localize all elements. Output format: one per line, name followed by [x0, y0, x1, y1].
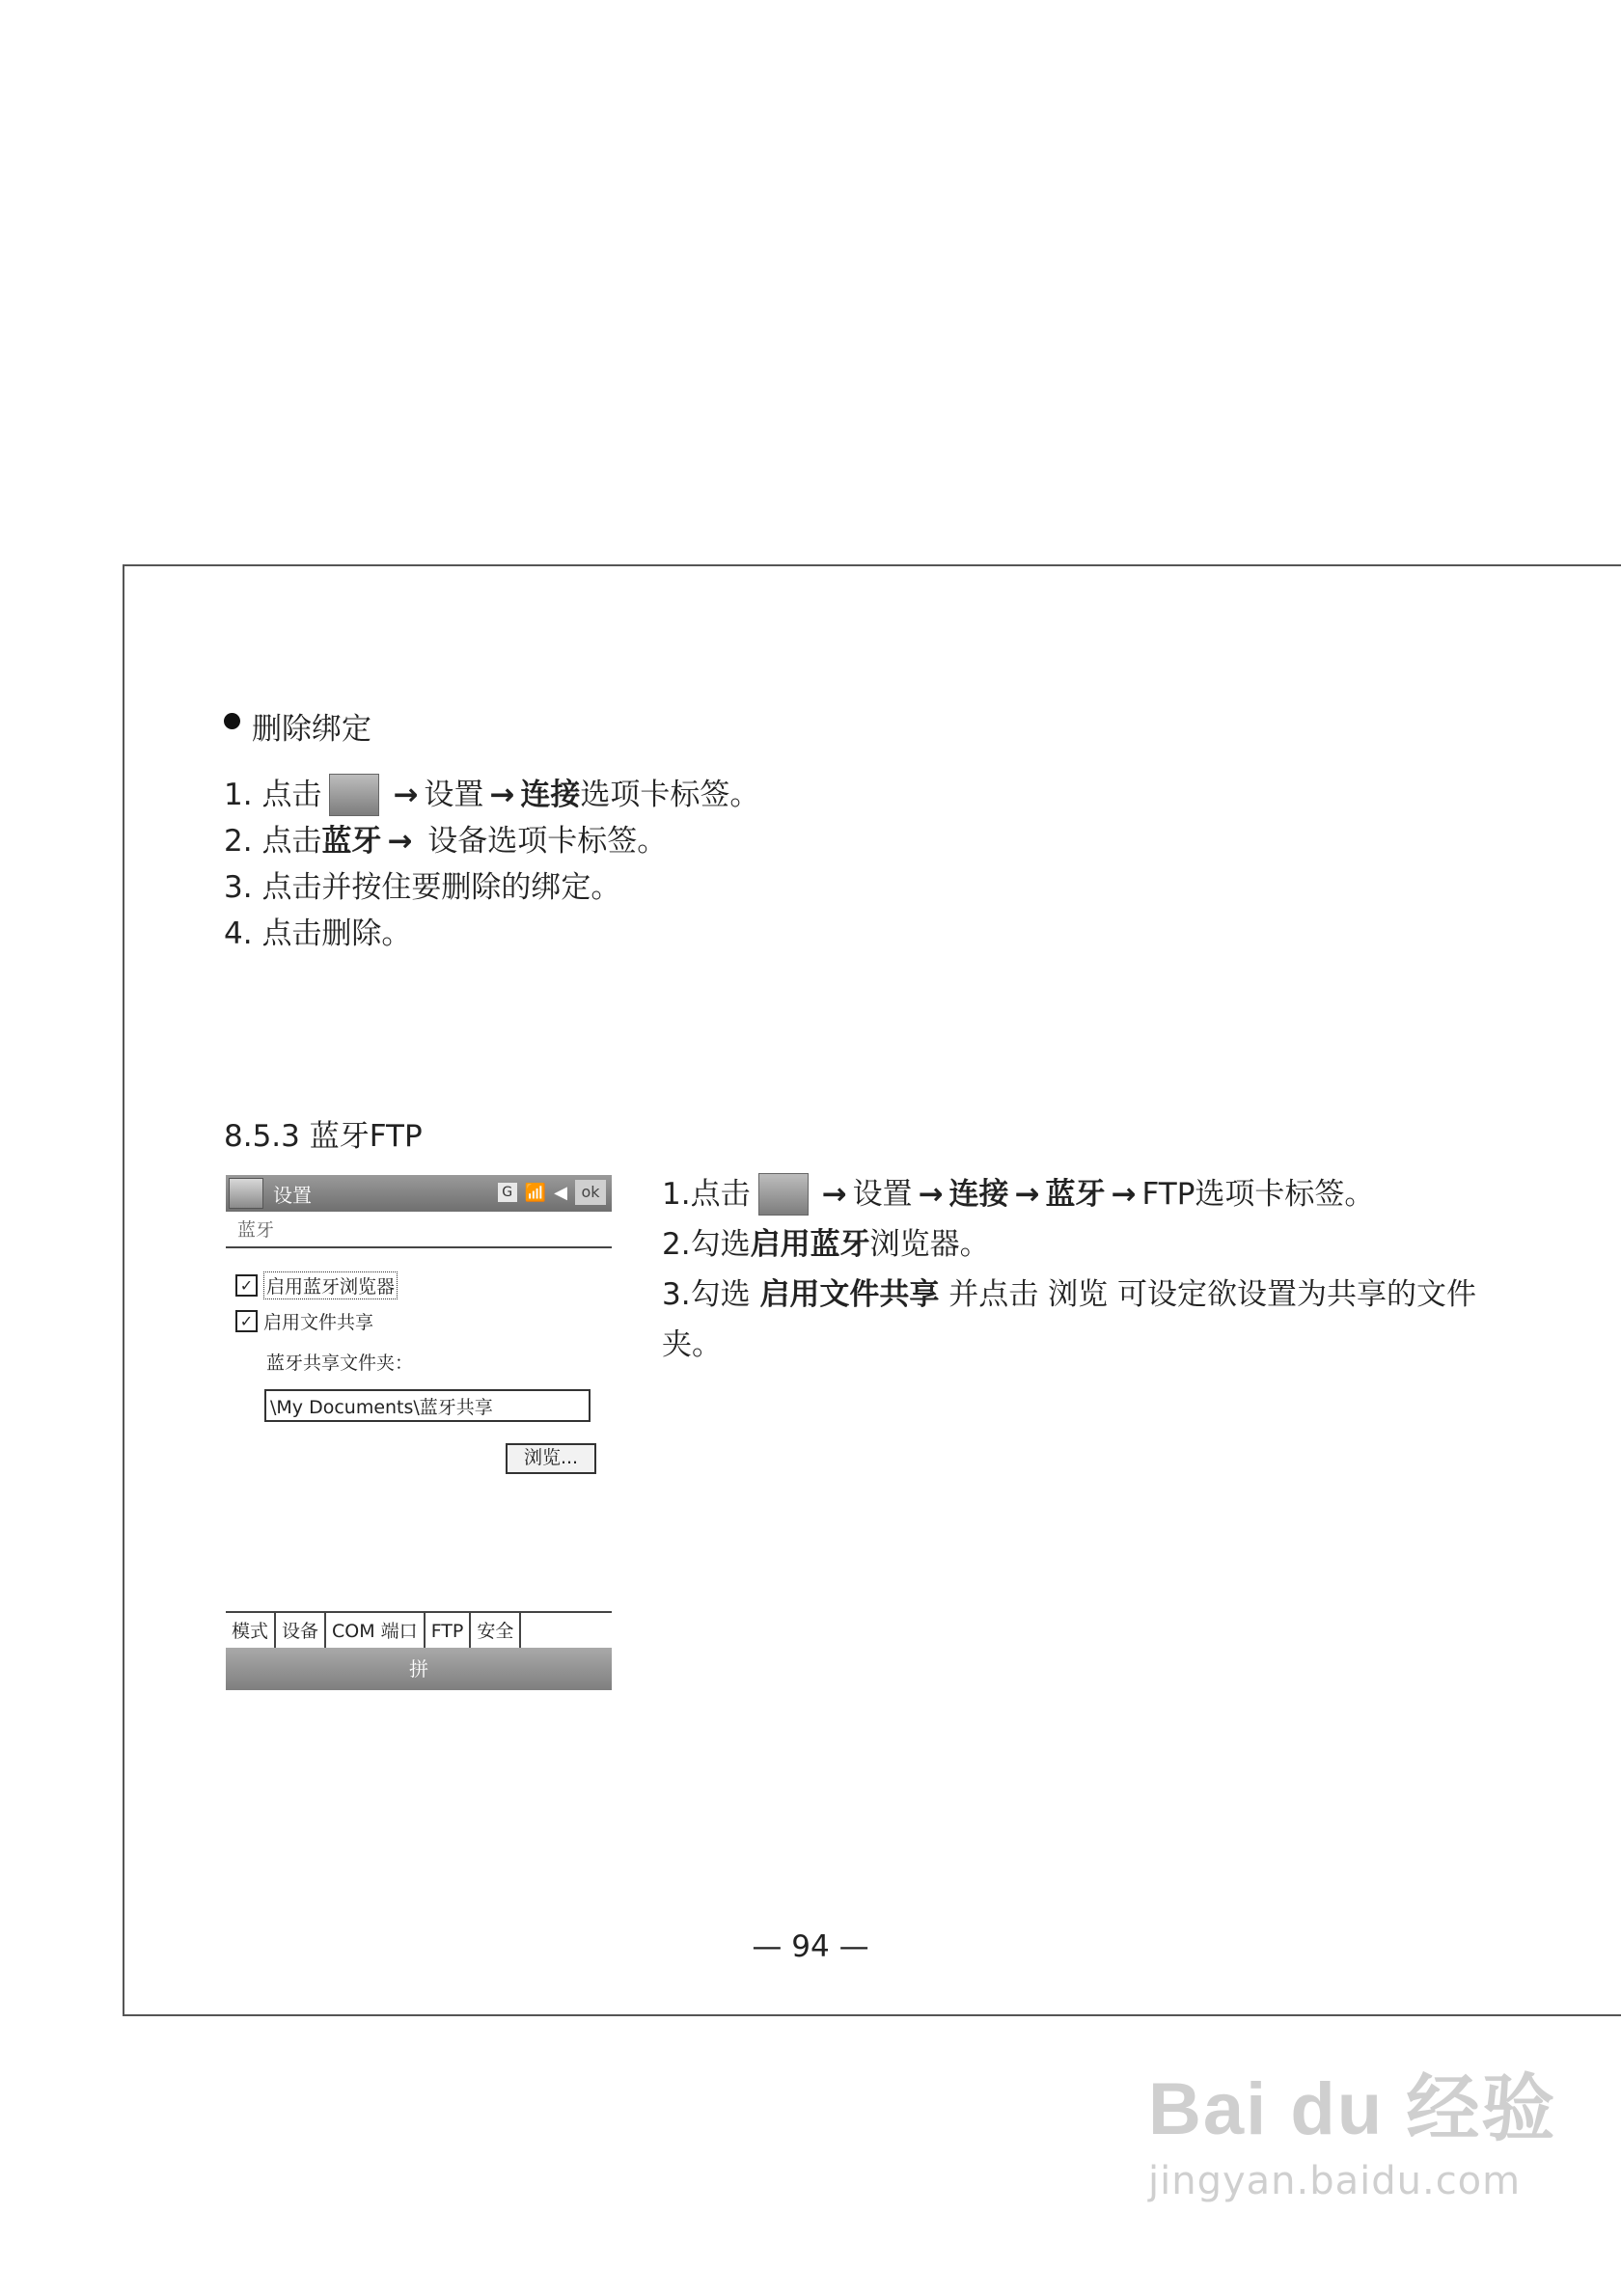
windows-start-icon — [329, 774, 379, 816]
step-text: 点击删除。 — [261, 916, 412, 951]
delete-steps — [224, 772, 759, 957]
browse-button[interactable]: 浏览... — [506, 1443, 596, 1474]
header-divider — [226, 1246, 612, 1248]
step-text: 点击 — [261, 778, 322, 812]
arrow-icon: → — [387, 824, 413, 859]
heading-text: 删除绑定 — [252, 712, 371, 747]
step-text: 勾选 — [690, 1277, 751, 1312]
step-num: 2. — [662, 1227, 691, 1262]
delete-binding-heading — [224, 704, 371, 748]
ftp-step-1 — [662, 1169, 1530, 1219]
watermark-brand: Bai du 经验 — [1148, 2068, 1557, 2150]
phone-tab-bar — [226, 1611, 612, 1650]
step-text: 点击 — [261, 824, 322, 859]
ftp-step-2 — [662, 1219, 1530, 1270]
ftp-steps — [662, 1169, 1530, 1370]
arrow-icon: → — [393, 778, 419, 812]
signal-icon[interactable]: 📶 — [524, 1182, 547, 1203]
phone-page-header: 蓝牙 — [237, 1219, 275, 1241]
frame-left-border — [123, 564, 124, 2016]
arrow-icon: → — [1111, 1177, 1137, 1212]
step-bold: 蓝牙 — [1045, 1177, 1106, 1212]
step-text: 并点击 浏览 可设定欲设置为共享的文件夹。 — [662, 1277, 1476, 1362]
checkbox-label: 启用蓝牙浏览器 — [263, 1271, 398, 1299]
step-num: 3. — [662, 1277, 691, 1312]
frame-top-border — [123, 564, 1621, 566]
step-bold: 连接 — [520, 778, 581, 812]
delete-step-2 — [224, 818, 759, 864]
phone-screenshot — [226, 1175, 612, 1691]
step-bold: 连接 — [948, 1177, 1009, 1212]
step-text: FTP选项卡标签。 — [1141, 1177, 1375, 1212]
arrow-icon: → — [1014, 1177, 1040, 1212]
step-text: 选项卡标签。 — [580, 778, 760, 812]
step-num: 2. — [224, 824, 253, 859]
step-num: 3. — [224, 870, 253, 905]
step-num: 1. — [224, 778, 253, 812]
checkbox-label: 启用文件共享 — [263, 1312, 374, 1333]
share-folder-label: 蓝牙共享文件夹： — [266, 1353, 414, 1374]
windows-start-icon — [758, 1173, 809, 1216]
step-text: 设置 — [852, 1177, 913, 1212]
checkbox-icon[interactable]: ✓ — [235, 1310, 258, 1332]
tab-ftp[interactable]: FTP — [426, 1613, 472, 1650]
enable-file-share-checkbox[interactable] — [235, 1308, 373, 1334]
network-badge-icon: G — [498, 1183, 517, 1202]
tab-com-port[interactable]: COM 端口 — [326, 1613, 426, 1650]
delete-step-3 — [224, 864, 759, 911]
step-num: 4. — [224, 916, 253, 951]
arrow-icon: → — [821, 1177, 847, 1212]
step-text: 点击 — [690, 1177, 751, 1212]
speaker-icon[interactable]: ◀ — [554, 1182, 567, 1203]
step-text: 设备选项卡标签。 — [427, 824, 668, 859]
ok-button[interactable]: ok — [575, 1180, 606, 1205]
status-icons — [498, 1180, 606, 1205]
step-bold: 启用蓝牙 — [750, 1227, 870, 1262]
delete-step-4 — [224, 911, 759, 957]
step-bold: 蓝牙 — [321, 824, 382, 859]
checkbox-icon[interactable]: ✓ — [235, 1274, 258, 1297]
page-number: — 94 — — [752, 1929, 869, 1964]
tab-mode[interactable]: 模式 — [226, 1613, 276, 1650]
frame-bottom-border — [123, 2014, 1621, 2016]
delete-step-1 — [224, 772, 759, 818]
step-bold: 启用文件共享 — [759, 1277, 940, 1312]
step-text: 勾选 — [690, 1227, 751, 1262]
step-num: 1. — [662, 1177, 691, 1212]
bullet-icon — [224, 713, 240, 729]
ftp-section-title: 8.5.3 蓝牙FTP — [224, 1119, 423, 1154]
ftp-step-3 — [662, 1270, 1530, 1370]
watermark-url: jingyan.baidu.com — [1148, 2159, 1522, 2203]
arrow-icon: → — [918, 1177, 944, 1212]
enable-bt-browser-checkbox[interactable] — [235, 1271, 398, 1299]
baidu-watermark — [1148, 2050, 1556, 2203]
tab-security[interactable]: 安全 — [471, 1613, 521, 1650]
windows-start-icon[interactable] — [229, 1178, 263, 1209]
step-text: 浏览器。 — [869, 1227, 990, 1262]
tab-devices[interactable]: 设备 — [276, 1613, 326, 1650]
arrow-icon: → — [489, 778, 515, 812]
step-text: 设置 — [424, 778, 484, 812]
step-text: 点击并按住要删除的绑定。 — [261, 870, 621, 905]
phone-title: 设置 — [273, 1183, 312, 1207]
share-folder-input[interactable]: \My Documents\蓝牙共享 — [264, 1389, 591, 1422]
input-method-bar[interactable]: 拼 — [226, 1648, 612, 1690]
phone-titlebar — [226, 1175, 612, 1212]
